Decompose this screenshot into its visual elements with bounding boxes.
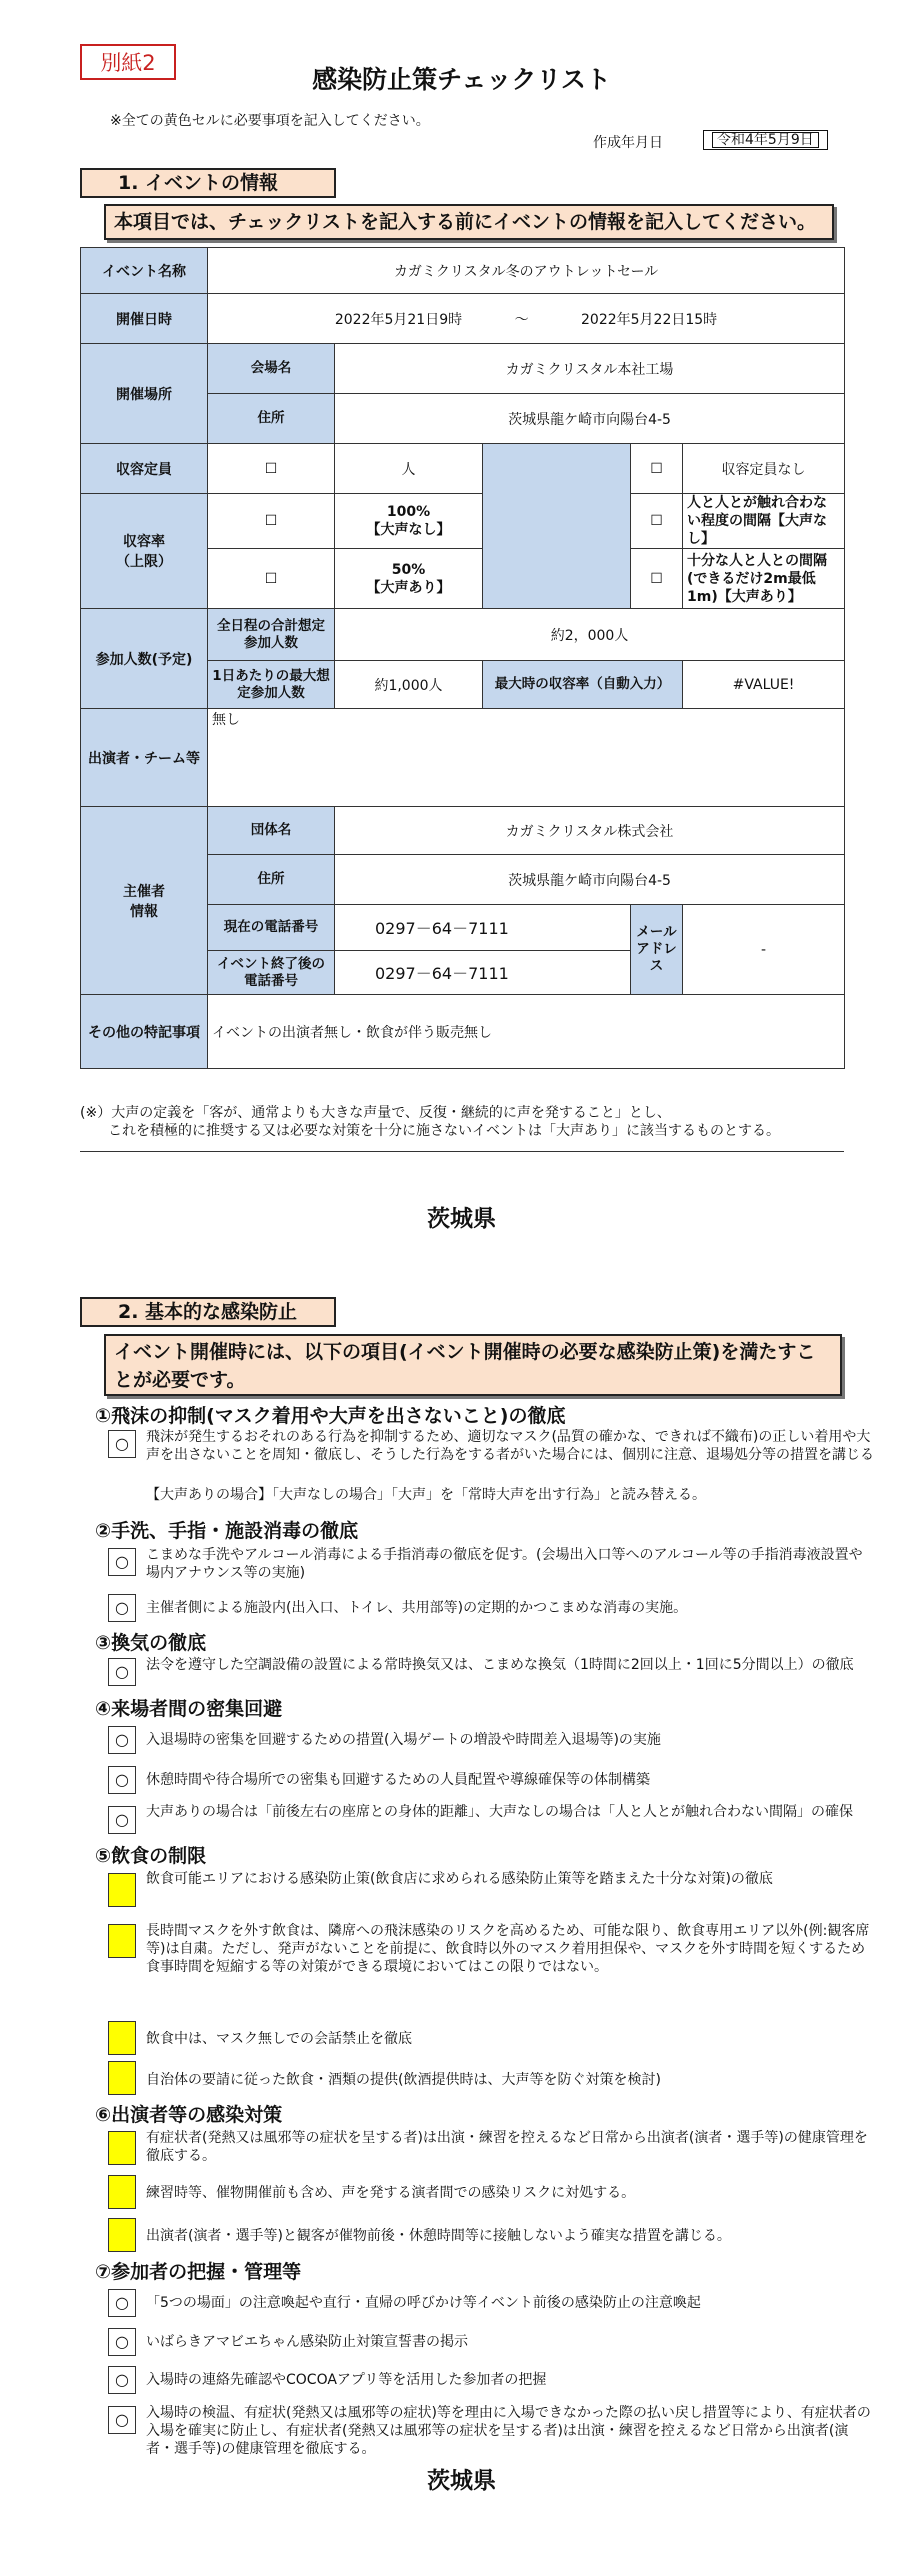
- performers-value[interactable]: 無し: [208, 709, 845, 807]
- other-notes-value[interactable]: イベントの出演者無し・飲食が伴う販売無し: [208, 995, 845, 1069]
- checklist-item-text: 主催者側による施設内(出入口、トイレ、共用部等)の定期的かつこまめな消毒の実施。: [146, 1600, 688, 1616]
- rate-dist2-checkbox[interactable]: ☐: [631, 549, 683, 609]
- capacity-label: 収容定員: [81, 444, 208, 494]
- checkbox-cell[interactable]: [108, 2218, 136, 2252]
- max-rate-value: #VALUE!: [683, 661, 845, 709]
- event-name-label: イベント名称: [81, 248, 208, 294]
- capacity-none-label: 収容定員なし: [683, 444, 845, 494]
- category-title: ④来場者間の密集回避: [95, 1698, 283, 1720]
- checkbox-cell[interactable]: [108, 2061, 136, 2095]
- footnote: [80, 1104, 844, 1140]
- document-title: 感染防止策チェックリスト: [312, 65, 611, 94]
- created-date-label: 作成年月日: [593, 135, 663, 151]
- phone-label: 現在の電話番号: [208, 905, 335, 951]
- max-rate-label: 最大時の収容率（自動入力）: [483, 661, 683, 709]
- checklist-item-text: 飛沫が発生するおそれのある行為を抑制するため、適切なマスク(品質の確かな、できれば不織布)の正しい着用や大声を出さないことを周知・徹底し、そうした行為をする者がいた場合には、個別に注意、退場処分等の措置を講じる: [146, 1429, 874, 1463]
- checklist-item-text: 自治体の要請に従った飲食・酒類の提供(飲酒提供時は、大声等を防ぐ対策を検討): [146, 2072, 661, 2088]
- checklist-item-text: 飲食中は、マスク無しでの会話禁止を徹底: [146, 2031, 412, 2047]
- venue-address-label: 住所: [208, 394, 335, 444]
- venue-label: 開催場所: [81, 344, 208, 444]
- org-name-value[interactable]: カガミクリスタル株式会社: [335, 807, 845, 855]
- checkbox-cell[interactable]: [108, 1873, 136, 1907]
- rate-100-label: [335, 494, 483, 549]
- checklist-item-text: 入退場時の密集を回避するための措置(入場ゲートの増設や時間差入退場等)の実施: [146, 1732, 661, 1748]
- event-info-table: [80, 247, 845, 1069]
- venue-name-label: 会場名: [208, 344, 335, 394]
- rate-label: [81, 494, 208, 609]
- rate-dist1-label: 人と人とが触れ合わない程度の間隔【大声なし】: [683, 494, 845, 549]
- blank-shaded-cell: [483, 444, 631, 609]
- prefecture-name-top: 茨城県: [427, 1206, 496, 1232]
- checkbox-cell[interactable]: ○: [108, 1594, 136, 1622]
- organizer-label-line2: 情報: [130, 903, 158, 920]
- rate-label-line2: （上限）: [116, 554, 172, 570]
- capacity-checkbox[interactable]: ☐: [208, 444, 335, 494]
- checklist-item-text: 入場時の検温、有症状(発熱又は風邪等の症状)等を理由に入場できなかった際の払い戻し措置等により、有症状者の入場を確実に防止し、有症状者(発熱又は風邪等の症状を呈する者)は出演・練習を控えるなど日常から出演者(演者・選手等)の健康管理を徹底する。: [146, 2405, 871, 2457]
- event-name-value[interactable]: カガミクリスタル冬のアウトレットセール: [208, 248, 845, 294]
- other-notes-label: その他の特記事項: [81, 995, 208, 1069]
- daily-participants-value[interactable]: 約1,000人: [335, 661, 483, 709]
- footnote-line2: これを積極的に推奨する又は必要な対策を十分に施さないイベントは「大声あり」に該当するものとする。: [108, 1123, 780, 1139]
- checkbox-cell[interactable]: [108, 2175, 136, 2209]
- checklist-item-text: こまめな手洗やアルコール消毒による手指消毒の徹底を促す。(会場出入口等へのアルコール等の手指消毒液設置や場内アナウンス等の実施): [146, 1547, 863, 1581]
- checkbox-cell[interactable]: ○: [108, 1766, 136, 1794]
- section1-instruction: 本項目では、チェックリストを記入する前にイベントの情報を記入してください。: [104, 204, 834, 240]
- section2-heading: 2. 基本的な感染防止: [80, 1297, 336, 1327]
- org-address-label: 住所: [208, 855, 335, 905]
- checkbox-cell[interactable]: ○: [108, 1806, 136, 1834]
- venue-name-value[interactable]: カガミクリスタル本社工場: [335, 344, 845, 394]
- total-participants-label: 全日程の合計想定参加人数: [208, 609, 335, 661]
- performers-label: 出演者・チーム等: [81, 709, 208, 807]
- organizer-label-line1: 主催者: [123, 883, 165, 900]
- date-separator: ～: [514, 311, 529, 328]
- category-note: 【大声ありの場合】「大声なしの場合」「大声」を「常時大声を出す行為」と読み替える。: [146, 1487, 706, 1503]
- mail-label: メールアドレス: [631, 905, 683, 995]
- created-date-box[interactable]: [703, 130, 828, 150]
- phone-after-label: イベント終了後の電話番号: [208, 951, 335, 995]
- checkbox-cell[interactable]: [108, 1924, 136, 1958]
- date-start: 2022年5月21日9時: [334, 311, 463, 328]
- phone-after-value[interactable]: 0297－64－7111: [335, 951, 631, 995]
- checklist-item-text: 大声ありの場合は「前後左右の座席との身体的距離」、大声なしの場合は「人と人とが触れ合わない間隔」の確保: [146, 1804, 853, 1820]
- footnote-line1: (※）大声の定義を「客が、通常よりも大きな声量で、反復・継続的に声を発すること」とし、: [80, 1105, 671, 1121]
- checklist-item-text: 入場時の連絡先確認やCOCOAアプリ等を活用した参加者の把握: [146, 2372, 547, 2388]
- rate-50-checkbox[interactable]: ☐: [208, 549, 335, 609]
- date-label: 開催日時: [81, 294, 208, 344]
- checklist-item-text: 休憩時間や待合場所での密集も回避するための人員配置や導線確保等の体制構築: [146, 1772, 650, 1788]
- category-title: ⑦参加者の把握・管理等: [95, 2261, 302, 2283]
- checkbox-cell[interactable]: ○: [108, 1548, 136, 1576]
- checklist-item-text: 有症状者(発熱又は風邪等の症状を呈する者)は出演・練習を控えるなど日常から出演者(演者・選手等)の健康管理を徹底する。: [146, 2130, 868, 2164]
- daily-participants-label: 1日あたりの最大想定参加人数: [208, 661, 335, 709]
- phone-value[interactable]: 0297－64－7111: [335, 905, 631, 951]
- org-address-value[interactable]: 茨城県龍ケ崎市向陽台4-5: [335, 855, 845, 905]
- divider: [80, 1151, 844, 1152]
- capacity-unit[interactable]: 人: [335, 444, 483, 494]
- rate-100-percent: 100%: [386, 504, 431, 520]
- rate-100-checkbox[interactable]: ☐: [208, 494, 335, 549]
- checkbox-cell[interactable]: [108, 2021, 136, 2055]
- checklist-item-text: 出演者(演者・選手等)と観客が催物前後・休憩時間等に接触しないよう確実な措置を講じる。: [146, 2228, 731, 2244]
- checklist-item-text: 長時間マスクを外す飲食は、隣席への飛沫感染のリスクを高めるため、可能な限り、飲食専用エリア以外(例:観客席等)は自粛。ただし、発声がないことを前提に、飲食時以外のマスク着用担保や、マスクを外す時間を短くするため食事時間を短縮する等の対策ができる環境においてはこの限りではない。: [146, 1923, 870, 1975]
- checkbox-cell[interactable]: ○: [108, 1726, 136, 1754]
- org-name-label: 団体名: [208, 807, 335, 855]
- checklist-item-text: 練習時等、催物開催前も含め、声を発する演者間での感染リスクに対処する。: [146, 2185, 636, 2201]
- checkbox-cell[interactable]: ○: [108, 2328, 136, 2356]
- section1-heading: 1. イベントの情報: [80, 168, 336, 198]
- checklist-item-text: 法令を遵守した空調設備の設置による常時換気又は、こまめな換気（1時間に2回以上・1回に5分間以上）の徹底: [146, 1657, 854, 1673]
- section2-instruction: イベント開催時には、以下の項目(イベント開催時の必要な感染防止策)を満たすことが必要です。: [104, 1334, 842, 1396]
- prefecture-name-bottom: 茨城県: [427, 2468, 496, 2494]
- date-value[interactable]: [208, 294, 845, 344]
- rate-50-label: [335, 549, 483, 609]
- category-title: ⑥出演者等の感染対策: [95, 2104, 283, 2126]
- category-title: ⑤飲食の制限: [95, 1845, 207, 1867]
- total-participants-value[interactable]: 約2，000人: [335, 609, 845, 661]
- capacity-none-checkbox[interactable]: ☐: [631, 444, 683, 494]
- checklist-item-text: 「5つの場面」の注意喚起や直行・直帰の呼びかけ等イベント前後の感染防止の注意喚起: [146, 2295, 701, 2311]
- created-date-value: 令和4年5月9日: [712, 132, 819, 148]
- rate-label-line1: 収容率: [123, 534, 165, 550]
- rate-dist2-label: 十分な人と人との間隔(できるだけ2m最低1m)【大声あり】: [683, 549, 845, 609]
- checklist-item-text: 飲食可能エリアにおける感染防止策(飲食店に求められる感染防止策等を踏まえた十分な対策)の徹底: [146, 1871, 773, 1887]
- mail-value[interactable]: -: [683, 905, 845, 995]
- date-end: 2022年5月22日15時: [581, 311, 718, 328]
- participants-label: 参加人数(予定): [81, 609, 208, 709]
- category-title: ②手洗、手指・施設消毒の徹底: [95, 1520, 359, 1542]
- rate-50-note: 【大声あり】: [366, 579, 451, 596]
- rate-50-percent: 50%: [391, 561, 426, 578]
- checklist-item-text: いばらきアマビエちゃん感染防止対策宣誓書の掲示: [146, 2334, 468, 2350]
- annex-label: 別紙2: [80, 44, 176, 80]
- yellow-cell-note: ※全ての黄色セルに必要事項を記入してください。: [110, 113, 430, 129]
- checkbox-cell[interactable]: ○: [108, 2406, 136, 2434]
- checkbox-cell[interactable]: [108, 2131, 136, 2165]
- rate-dist1-checkbox[interactable]: ☐: [631, 494, 683, 549]
- category-title: ③換気の徹底: [95, 1632, 207, 1654]
- organizer-label: [81, 807, 208, 995]
- checkbox-cell[interactable]: ○: [108, 2366, 136, 2394]
- category-title: ①飛沫の抑制(マスク着用や大声を出さないこと)の徹底: [95, 1405, 566, 1427]
- checkbox-cell[interactable]: ○: [108, 1658, 136, 1686]
- checkbox-cell[interactable]: ○: [108, 2289, 136, 2317]
- rate-100-note: 【大声なし】: [366, 522, 451, 538]
- venue-address-value[interactable]: 茨城県龍ケ崎市向陽台4-5: [335, 394, 845, 444]
- checkbox-cell[interactable]: ○: [108, 1430, 136, 1458]
